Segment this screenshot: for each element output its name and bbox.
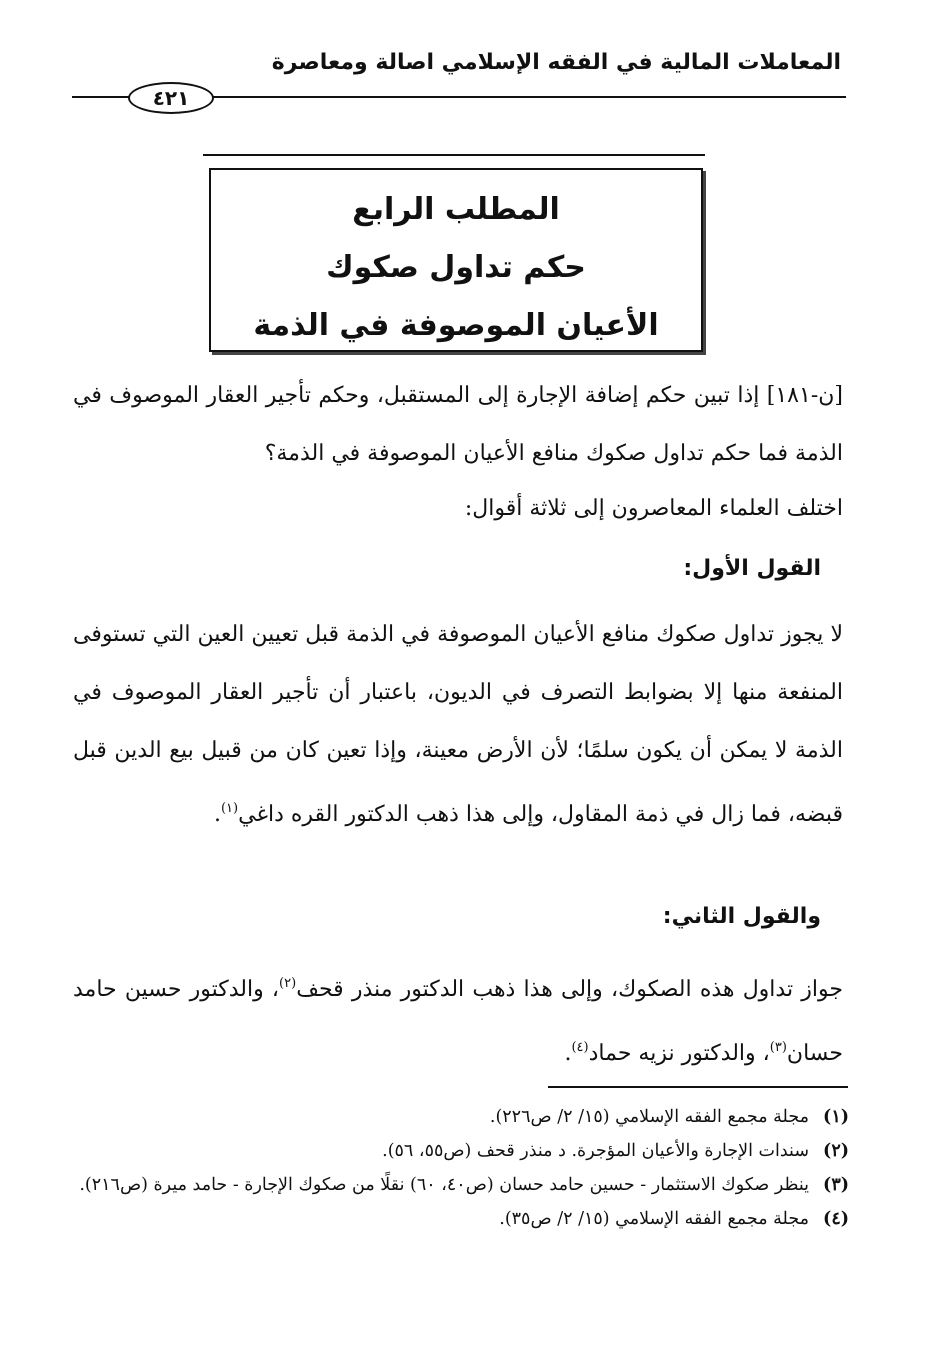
footnote-ref-1[interactable]: (١) <box>220 801 239 816</box>
title-top-rule <box>203 154 705 156</box>
section-title-line-1: المطلب الرابع <box>352 192 560 227</box>
first-opinion-heading: القول الأول: <box>683 556 821 581</box>
footnote-ref-4[interactable]: (٤) <box>571 1040 589 1055</box>
second-opinion-text-a: جواز تداول هذه الصكوك، وإلى هذا ذهب الدكتور منذر قحف <box>296 977 843 1002</box>
footnote-text: ينظر صكوك الاستثمار - حسين حامد حسان (ص٤٠، ٦٠) نقلًا من صكوك الإجارة - حامد ميرة (ص٢١٦). <box>79 1175 809 1195</box>
footnote-text: مجلة مجمع الفقه الإسلامي (١٥/ ٢/ ص٣٥). <box>499 1209 809 1229</box>
first-opinion-end: . <box>213 802 221 827</box>
footnote-ref-3[interactable]: (٣) <box>769 1040 787 1055</box>
second-opinion-paragraph <box>73 955 843 1083</box>
section-title-line-3: الأعيان الموصوفة في الذمة <box>253 308 659 343</box>
second-opinion-heading: والقول الثاني: <box>662 904 821 929</box>
footnote-number: (٤) <box>823 1209 849 1229</box>
page-number: ٤٢١ <box>128 82 214 114</box>
section-title-line-2: حكم تداول صكوك <box>326 250 586 285</box>
second-opinion-end: . <box>564 1041 572 1066</box>
footnote-ref-2[interactable]: (٢) <box>279 976 297 991</box>
intro-paragraph: [ن-١٨١] إذا تبين حكم إضافة الإجارة إلى المستقبل، وحكم تأجير العقار الموصوف في الذمة فما حكم تداول صكوك منافع الأعيان الموصوفة في الذمة؟ <box>73 383 843 466</box>
footnote-item <box>77 1168 849 1202</box>
footnote-text: مجلة مجمع الفقه الإسلامي (١٥/ ٢/ ص٢٢٦). <box>489 1107 809 1127</box>
second-opinion-text-c: ، والدكتور نزيه حماد <box>588 1041 770 1066</box>
lead-paragraph: اختلف العلماء المعاصرون إلى ثلاثة أقوال: <box>464 496 843 521</box>
footnote-text: سندات الإجارة والأعيان المؤجرة. د منذر قحف (ص٥٥، ٥٦). <box>382 1141 809 1161</box>
first-opinion-text: لا يجوز تداول صكوك منافع الأعيان الموصوفة في الذمة قبل تعيين العين التي تستوفى المنفعة منها إلا بضوابط التصرف في الديون، باعتبار أن تأجير العقار الموصوف في الذمة لا يمكن أن يكون سلمًا؛ لأن الأرض معينة، وإذا تعين كان من قبيل بيع الدين قبل قبضه، فما زال في ذمة المقاول، وإلى هذا ذهب الدكتور القره داغي <box>73 622 844 827</box>
footnote-item <box>77 1202 849 1236</box>
first-opinion-paragraph <box>73 606 843 844</box>
second-opinion-text-b: ، والدكتور حسين حامد حسان <box>73 977 843 1066</box>
footnote-number: (٣) <box>823 1175 849 1195</box>
footnote-item <box>77 1100 849 1134</box>
footnote-number: (٢) <box>823 1141 849 1161</box>
footnote-separator <box>548 1086 848 1088</box>
footnotes <box>77 1100 849 1236</box>
title-frame <box>209 168 703 352</box>
footnote-number: (١) <box>823 1107 849 1127</box>
footnote-item <box>77 1134 849 1168</box>
running-header: المعاملات المالية في الفقه الإسلامي اصالة ومعاصرة <box>271 50 841 75</box>
section-title-box <box>203 154 707 352</box>
